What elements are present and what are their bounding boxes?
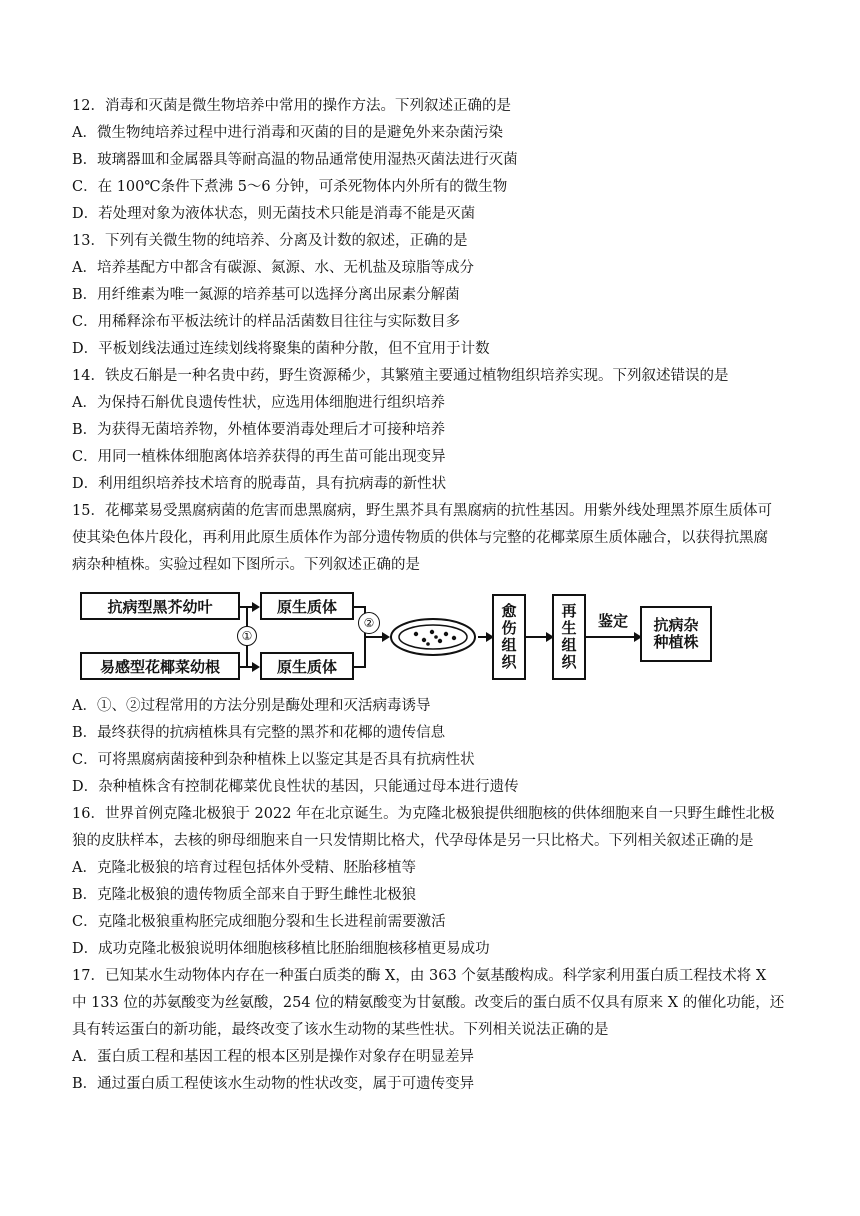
question-14-option-c: C．用同一植株体细胞离体培养获得的再生苗可能出现变异 [72,449,446,465]
question-15-option-c: C．可将黑腐病菌接种到杂种植株上以鉴定其是否具有抗病性状 [72,752,475,768]
regen-char-3: 组 [561,636,577,654]
question-12-option-a: A．微生物纯培养过程中进行消毒和灭菌的目的是避免外来杂菌污染 [72,125,503,141]
fusion-process-diagram [80,590,740,686]
question-15-stem-line3: 病杂种植株。实验过程如下图所示。下列叙述正确的是 [72,557,420,573]
protoplast-box-2: 原生质体 [260,652,354,680]
question-17-option-a: A．蛋白质工程和基因工程的根本区别是操作对象存在明显差异 [72,1049,474,1065]
question-16-option-d: D．成功克隆北极狼说明体细胞核移植比胚胎细胞核移植更易成功 [72,941,490,957]
question-15-option-a: A．①、②过程常用的方法分别是酶处理和灭活病毒诱导 [72,698,431,714]
question-12-option-d: D．若处理对象为液体状态，则无菌技术只能是消毒不能是灭菌 [72,206,476,222]
question-17-option-b: B．通过蛋白质工程使该水生动物的性状改变，属于可遗传变异 [72,1076,475,1092]
question-15-option-b: B．最终获得的抗病植株具有完整的黑芥和花椰的遗传信息 [72,725,446,741]
result-line-1: 抗病杂 [653,616,699,634]
donor-leaf-box: 抗病型黑芥幼叶 [80,592,240,620]
callus-char-4: 织 [501,653,517,671]
regen-char-1: 再 [561,602,577,620]
hybrid-plant-box [640,606,712,662]
question-14-option-b: B．为获得无菌培养物，外植体要消毒处理后才可接种培养 [72,422,446,438]
question-14-stem: 14．铁皮石斛是一种名贵中药，野生资源稀少，其繁殖主要通过植物组织培养实现。下列叙述错误的是 [72,368,729,384]
question-16-option-c: C．克隆北极狼重构胚完成细胞分裂和生长进程前需要激活 [72,914,446,930]
question-16-stem-line1: 16．世界首例克隆北极狼于 2022 年在北京诞生。为克隆北极狼提供细胞核的供体细胞来自一只野生雌性北极 [72,806,775,822]
question-16-stem-line2: 狼的皮肤样本，去核的卵母细胞来自一只发情期比格犬，代孕母体是另一只比格犬。下列相关叙述正确的是 [72,833,754,849]
question-16-option-b: B．克隆北极狼的遗传物质全部来自于野生雌性北极狼 [72,887,417,903]
question-15-stem-line1: 15．花椰菜易受黑腐病菌的危害而患黑腐病，野生黑芥具有黑腐病的抗性基因。用紫外线处理黑芥原生质体可 [72,503,772,519]
question-17-stem-line1: 17．已知某水生动物体内存在一种蛋白质类的酶 X，由 363 个氨基酸构成。科学家利用蛋白质工程技术将 X [72,968,767,984]
question-12-option-b: B．玻璃器皿和金属器具等耐高温的物品通常使用湿热灭菌法进行灭菌 [72,152,518,168]
regen-char-4: 织 [561,653,577,671]
question-13-option-a: A．培养基配方中都含有碳源、氮源、水、无机盐及琼脂等成分 [72,260,474,276]
callus-char-2: 伤 [501,619,517,637]
arrow-root-to-protoplast [240,666,258,668]
question-12-option-c: C．在 100℃条件下煮沸 5～6 分钟，可杀死物体内外所有的微生物 [72,179,508,195]
callus-char-1: 愈 [501,602,517,620]
question-14-option-d: D．利用组织培养技术培育的脱毒苗，具有抗病毒的新性状 [72,476,447,492]
question-17-stem-line3: 具有转运蛋白的新功能，最终改变了该水生动物的某些性状。下列相关说法正确的是 [72,1022,609,1038]
callus-char-3: 组 [501,636,517,654]
arrow-to-result [586,636,640,638]
question-13-option-b: B．用纤维素为唯一氮源的培养基可以选择分离出尿素分解菌 [72,287,460,303]
question-13-stem: 13．下列有关微生物的纯培养、分离及计数的叙述，正确的是 [72,233,468,249]
question-14-option-a: A．为保持石斛优良遗传性状，应选用体细胞进行组织培养 [72,395,445,411]
result-line-2: 种植株 [653,633,699,651]
question-17-stem-line2: 中 133 位的苏氨酸变为丝氨酸，254 位的精氨酸变为甘氨酸。改变后的蛋白质不仅具有原来 X 的催化功能，还 [72,995,785,1011]
callus-box [492,594,526,680]
protoplast-box-1: 原生质体 [260,592,354,620]
regen-char-2: 生 [561,619,577,637]
petri-dish-icon [388,614,478,660]
question-15-stem-line2: 使其染色体片段化，再利用此原生质体作为部分遗传物质的供体与完整的花椰菜原生质体融合，以获得抗黑腐 [72,530,768,546]
question-13-option-c: C．用稀释涂布平板法统计的样品活菌数目往往与实际数目多 [72,314,461,330]
arrow-to-callus [478,636,492,638]
question-12-stem: 12．消毒和灭菌是微生物培养中常用的操作方法。下列叙述正确的是 [72,98,511,114]
arrow-to-regen [526,636,552,638]
arrow-leaf-to-protoplast [240,606,258,608]
arrow-to-dish [364,636,388,638]
step-2-marker: ② [358,612,380,634]
question-13-option-d: D．平板划线法通过连续划线将聚集的菌种分散，但不宜用于计数 [72,341,490,357]
identify-label: 鉴定 [598,612,629,630]
step-1-marker: ① [237,626,257,646]
regenerated-tissue-box [552,594,586,680]
question-16-option-a: A．克隆北极狼的培育过程包括体外受精、胚胎移植等 [72,860,416,876]
recipient-root-box: 易感型花椰菜幼根 [80,652,240,680]
question-15-option-d: D．杂种植株含有控制花椰菜优良性状的基因，只能通过母本进行遗传 [72,779,519,795]
